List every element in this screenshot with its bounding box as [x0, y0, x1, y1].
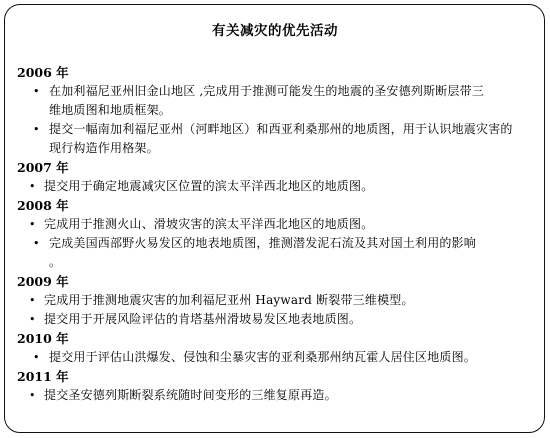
bullet: •	[33, 237, 40, 250]
year-heading-2011: 2011 年	[17, 369, 69, 384]
bullet: •	[29, 180, 36, 193]
list-item: 提交圣安德列斯断裂系统随时间变形的三维复原再造。	[44, 388, 337, 402]
year-heading-2007: 2007 年	[17, 160, 69, 175]
year-heading-2008: 2008 年	[17, 198, 69, 213]
year-heading-2006: 2006 年	[17, 65, 69, 80]
list-item	[49, 82, 484, 120]
item-text: 提交一幅南加利福尼亚州（河畔地区）和西亚利桑那州的地质图，用于认识地震灾害的	[49, 122, 513, 136]
list-item	[49, 120, 513, 158]
bullet: •	[33, 351, 40, 364]
item-text-continued: 。	[49, 255, 62, 269]
bullet: •	[29, 313, 36, 326]
card-title: 有关减灾的优先活动	[212, 23, 338, 39]
year-heading-2010: 2010 年	[17, 331, 69, 346]
bullet: •	[29, 389, 36, 402]
item-text: 完成美国西部野火易发区的地表地质图，推测潜发泥石流及其对国土利用的影响	[49, 236, 477, 250]
list-item: 完成用于推测地震灾害的加利福尼亚州 Hayward 断裂带三维模型。	[44, 293, 414, 307]
list-item	[49, 234, 476, 272]
list-item: 提交用于确定地震减灾区位置的滨太平洋西北地区的地质图。	[44, 179, 374, 193]
bullet: •	[33, 123, 40, 136]
item-text: 在加利福尼亚州旧金山地区 ,完成用于推测可能发生的地震的圣安德列斯断层带三	[49, 84, 485, 98]
bullet: •	[33, 85, 40, 98]
bullet: •	[29, 294, 36, 307]
list-item: 提交用于评估山洪爆发、侵蚀和尘暴灾害的亚利桑那州纳瓦霍人居住区地质图。	[49, 350, 477, 364]
bullet: •	[29, 218, 36, 231]
item-text-continued: 维地质图和地质框架。	[49, 103, 172, 117]
list-item: 完成用于推测火山、滑坡灾害的滨太平洋西北地区的地质图。	[44, 217, 374, 231]
list-item: 提交用于开展风险评估的肯塔基州滑坡易发区地表地质图。	[44, 312, 362, 326]
year-heading-2009: 2009 年	[17, 274, 69, 289]
item-text-continued: 现行构造作用格架。	[49, 141, 159, 155]
